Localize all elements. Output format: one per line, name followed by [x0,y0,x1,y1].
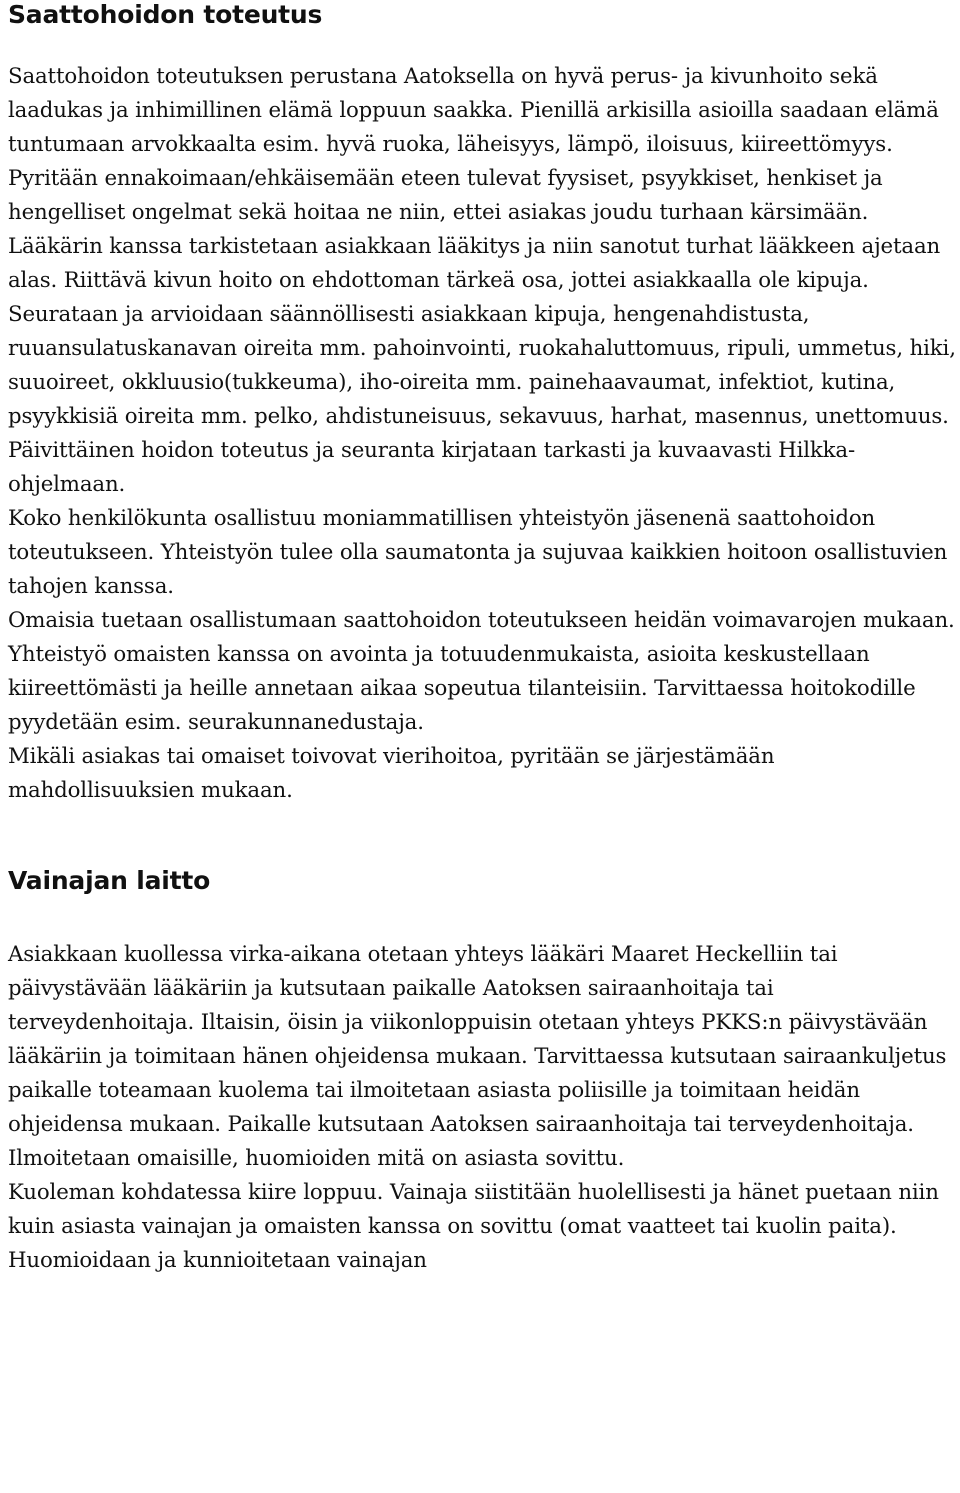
paragraph: Asiakkaan kuollessa virka-aikana otetaan yhteys lääkäri Maaret Heckelliin tai päivystävään lääkäriin ja kutsutaan paikalle Aatoksen sairaanhoitaja tai terveydenhoitaja. Iltaisin, öisin ja viikonloppuisin otetaan yhteys PKKS:n päivystävään lääkäriin ja toimitaan hänen ohjeidensa mukaan. Tarvittaessa kutsutaan sairaankuljetus paikalle toteamaan kuolema tai ilmoitetaan asiasta poliisille ja toimitaan heidän ohjeidensa mukaan. Paikalle kutsutaan Aatoksen sairaanhoitaja tai terveydenhoitaja. [8,942,947,1137]
paragraph: Koko henkilökunta osallistuu moniammatillisen yhteistyön jäsenenä saattohoidon toteutukseen. Yhteistyön tulee olla saumatonta ja sujuvaa kaikkien hoitoon osallistuvien tahojen kanssa. [8,506,948,599]
paragraph: Kuoleman kohdatessa kiire loppuu. Vainaja siistitään huolellisesti ja hänet puetaan niin kuin asiasta vainajan ja omaisten kanssa on sovittu (omat vaatteet tai kuolin paita). Huomioidaan ja kunnioitetaan vainajan [8,1180,939,1273]
section-heading-saattohoidon-toteutus: Saattohoidon toteutus [8,0,323,29]
paragraph: Mikäli asiakas tai omaiset toivovat vierihoitoa, pyritään se järjestämään mahdollisuuksien mukaan. [8,744,775,803]
paragraph: Ilmoitetaan omaisille, huomioiden mitä on asiasta sovittu. [8,1146,625,1171]
section-heading-vainajan-laitto: Vainajan laitto [8,866,211,895]
document-page [8,0,956,1278]
section-body-vainajan-laitto [8,938,956,1278]
paragraph: Saattohoidon toteutuksen perustana Aatoksella on hyvä perus- ja kivunhoito sekä laadukas ja inhimillinen elämä loppuun saakka. Pienillä arkisilla asioilla saadaan elämä tuntumaan arvokkaalta esim. hyvä ruoka, läheisyys, lämpö, iloisuus, kiireettömyys. Pyritään ennakoimaan/ehkäisemään eteen tulevat fyysiset, psyykkiset, henkiset ja hengelliset ongelmat sekä hoitaa ne niin, ettei asiakas joudu turhaan kärsimään. Lääkärin kanssa tarkistetaan asiakkaan lääkitys ja niin sanotut turhat lääkkeen ajetaan alas. Riittävä kivun hoito on ehdottoman tärkeä osa, jottei asiakkaalla ole kipuja. Seurataan ja arvioidaan säännöllisesti asiakkaan kipuja, hengenahdistusta, ruuansulatuskanavan oireita mm. pahoinvointi, ruokahaluttomuus, ripuli, ummetus, hiki, suuoireet, okkluusio(tukkeuma), iho-oireita mm. painehaavaumat, infektiot, kutina, psyykkisiä oireita mm. pelko, ahdistuneisuus, sekavuus, harhat, masennus, unettomuus. Päivittäinen hoidon toteutus ja seuranta kirjataan tarkasti ja kuvaavasti Hilkka-ohjelmaan. [8,64,956,497]
section-body-saattohoidon-toteutus [8,60,956,808]
paragraph: Omaisia tuetaan osallistumaan saattohoidon toteutukseen heidän voimavarojen mukaan. Yhteistyö omaisten kanssa on avointa ja totuudenmukaista, asioita keskustellaan kiireettömästi ja heille annetaan aikaa sopeutua tilanteisiin. Tarvittaessa hoitokodille pyydetään esim. seurakunnanedustaja. [8,608,955,735]
